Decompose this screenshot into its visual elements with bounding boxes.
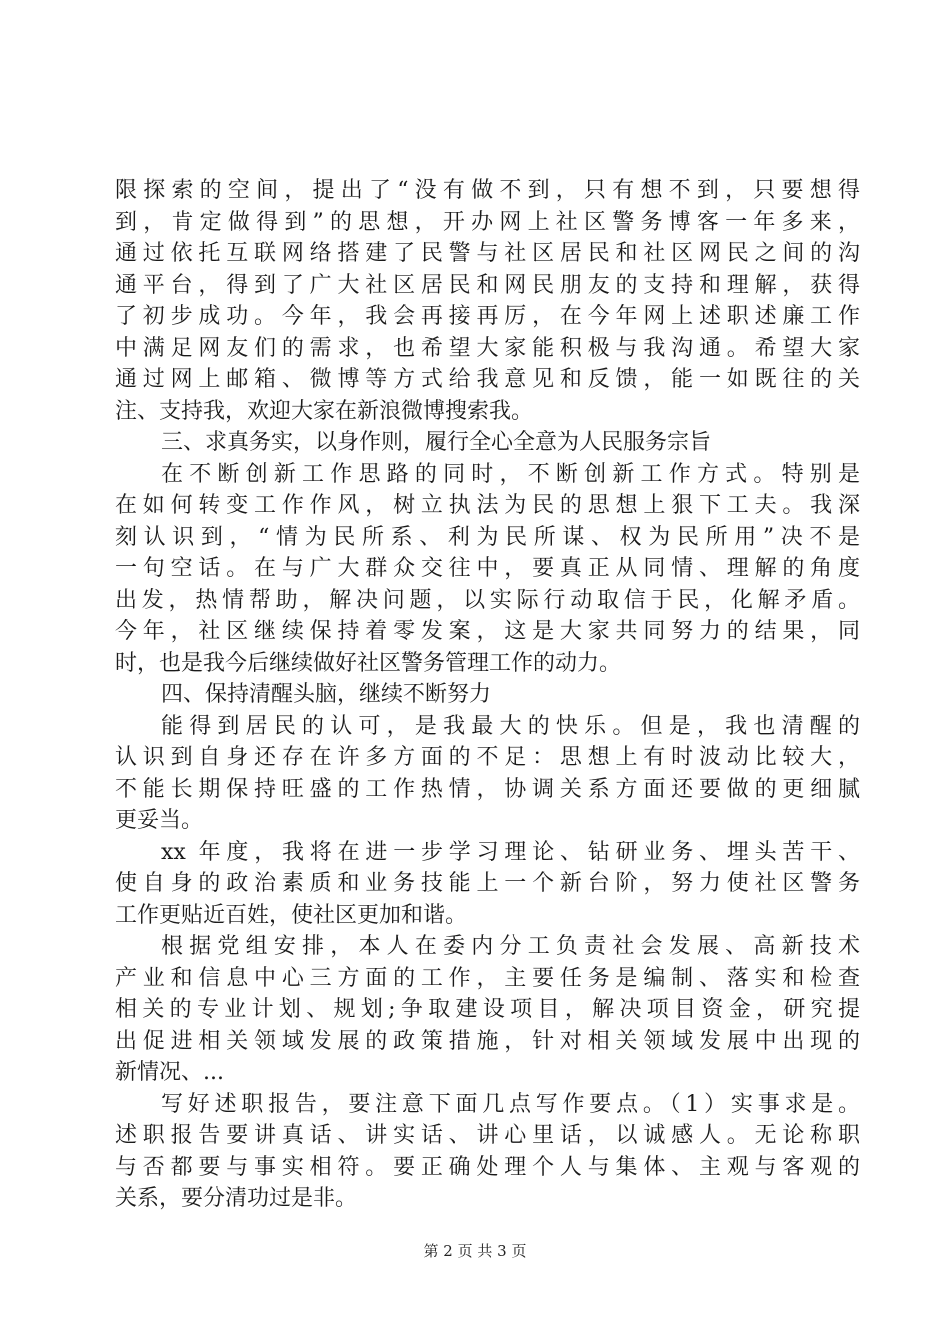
paragraph — [115, 1089, 860, 1215]
text-line: 限探索的空间，提出了“没有做不到，只有想不到，只要想得 — [115, 178, 860, 203]
text-line: 三、求真务实，以身作则，履行全心全意为人民服务宗旨 — [161, 430, 712, 455]
text-line: 四、保持清醒头脑，继续不断努力 — [161, 682, 492, 707]
text-line: 一句空话。在与广大群众交往中，要真正从同情、理解的角度 — [115, 556, 860, 581]
text-line: 述职报告要讲真话、讲实话、讲心里话，以诚感人。无论称职 — [115, 1123, 860, 1148]
text-line: 通过网上邮箱、微博等方式给我意见和反馈，能一如既往的关 — [115, 367, 860, 392]
paragraph — [115, 459, 860, 680]
paragraph — [115, 711, 860, 837]
text-line: 中满足网友们的需求，也希望大家能积极与我沟通。希望大家 — [115, 335, 860, 361]
text-line: 写好述职报告，要注意下面几点写作要点。（1）实事求是。 — [161, 1091, 860, 1117]
section-heading — [115, 427, 860, 459]
document-body — [115, 175, 860, 1215]
text-line: 在不断创新工作思路的同时，不断创新工作方式。特别是 — [161, 461, 860, 487]
text-line: 与否都要与事实相符。要正确处理个人与集体、主观与客观的 — [115, 1154, 860, 1180]
text-line: 到，肯定做得到”的思想，开办网上社区警务博客一年多来， — [115, 209, 860, 235]
page-footer: 第 2 页 共 3 页 — [423, 1242, 527, 1260]
text-line: 能得到居民的认可，是我最大的快乐。但是，我也清醒的 — [161, 713, 860, 739]
section-heading — [115, 679, 860, 711]
text-line: 在如何转变工作作风，树立执法为民的思想上狠下工夫。我深 — [115, 493, 860, 518]
text-line: 相关的专业计划、规划;争取建设项目，解决项目资金，研究提 — [115, 997, 860, 1022]
paragraph — [115, 175, 860, 427]
text-line: 出发，热情帮助，解决问题，以实际行动取信于民，化解矛盾。 — [115, 587, 860, 613]
text-line: 今年，社区继续保持着零发案，这是大家共同努力的结果，同 — [115, 619, 860, 644]
text-line: 注、支持我，欢迎大家在新浪微博搜索我。 — [115, 398, 534, 424]
text-line: 通过依托互联网络搭建了民警与社区居民和社区网民之间的沟 — [115, 241, 860, 266]
text-line: 了初步成功。今年，我会再接再厉，在今年网上述职述廉工作 — [115, 304, 860, 329]
text-line: 工作更贴近百姓，使社区更加和谐。 — [115, 902, 468, 928]
text-line: 不能长期保持旺盛的工作热情，协调关系方面还要做的更细腻 — [115, 776, 860, 802]
paragraph — [115, 931, 860, 1089]
text-line: 产业和信息中心三方面的工作，主要任务是编制、落实和检查 — [115, 965, 860, 991]
text-line: 刻认识到，“情为民所系、利为民所谋、权为民所用”决不是 — [115, 524, 860, 550]
text-line: 认识到自身还存在许多方面的不足：思想上有时波动比较大， — [115, 745, 860, 770]
text-line: 使自身的政治素质和业务技能上一个新台阶，努力使社区警务 — [115, 871, 860, 896]
text-line: 出促进相关领域发展的政策措施，针对相关领域发展中出现的 — [115, 1028, 860, 1054]
text-line: 通平台，得到了广大社区居民和网民朋友的支持和理解，获得 — [115, 272, 860, 298]
text-line: 关系，要分清功过是非。 — [115, 1186, 358, 1211]
text-line: xx 年度，我将在进一步学习理论、钻研业务、埋头苦干、 — [161, 839, 860, 865]
paragraph — [115, 837, 860, 932]
text-line: 时，也是我今后继续做好社区警务管理工作的动力。 — [115, 650, 622, 676]
text-line: 新情况、... — [115, 1060, 224, 1085]
text-line: 根据党组安排，本人在委内分工负责社会发展、高新技术 — [161, 934, 860, 959]
text-line: 更妥当。 — [115, 808, 204, 833]
